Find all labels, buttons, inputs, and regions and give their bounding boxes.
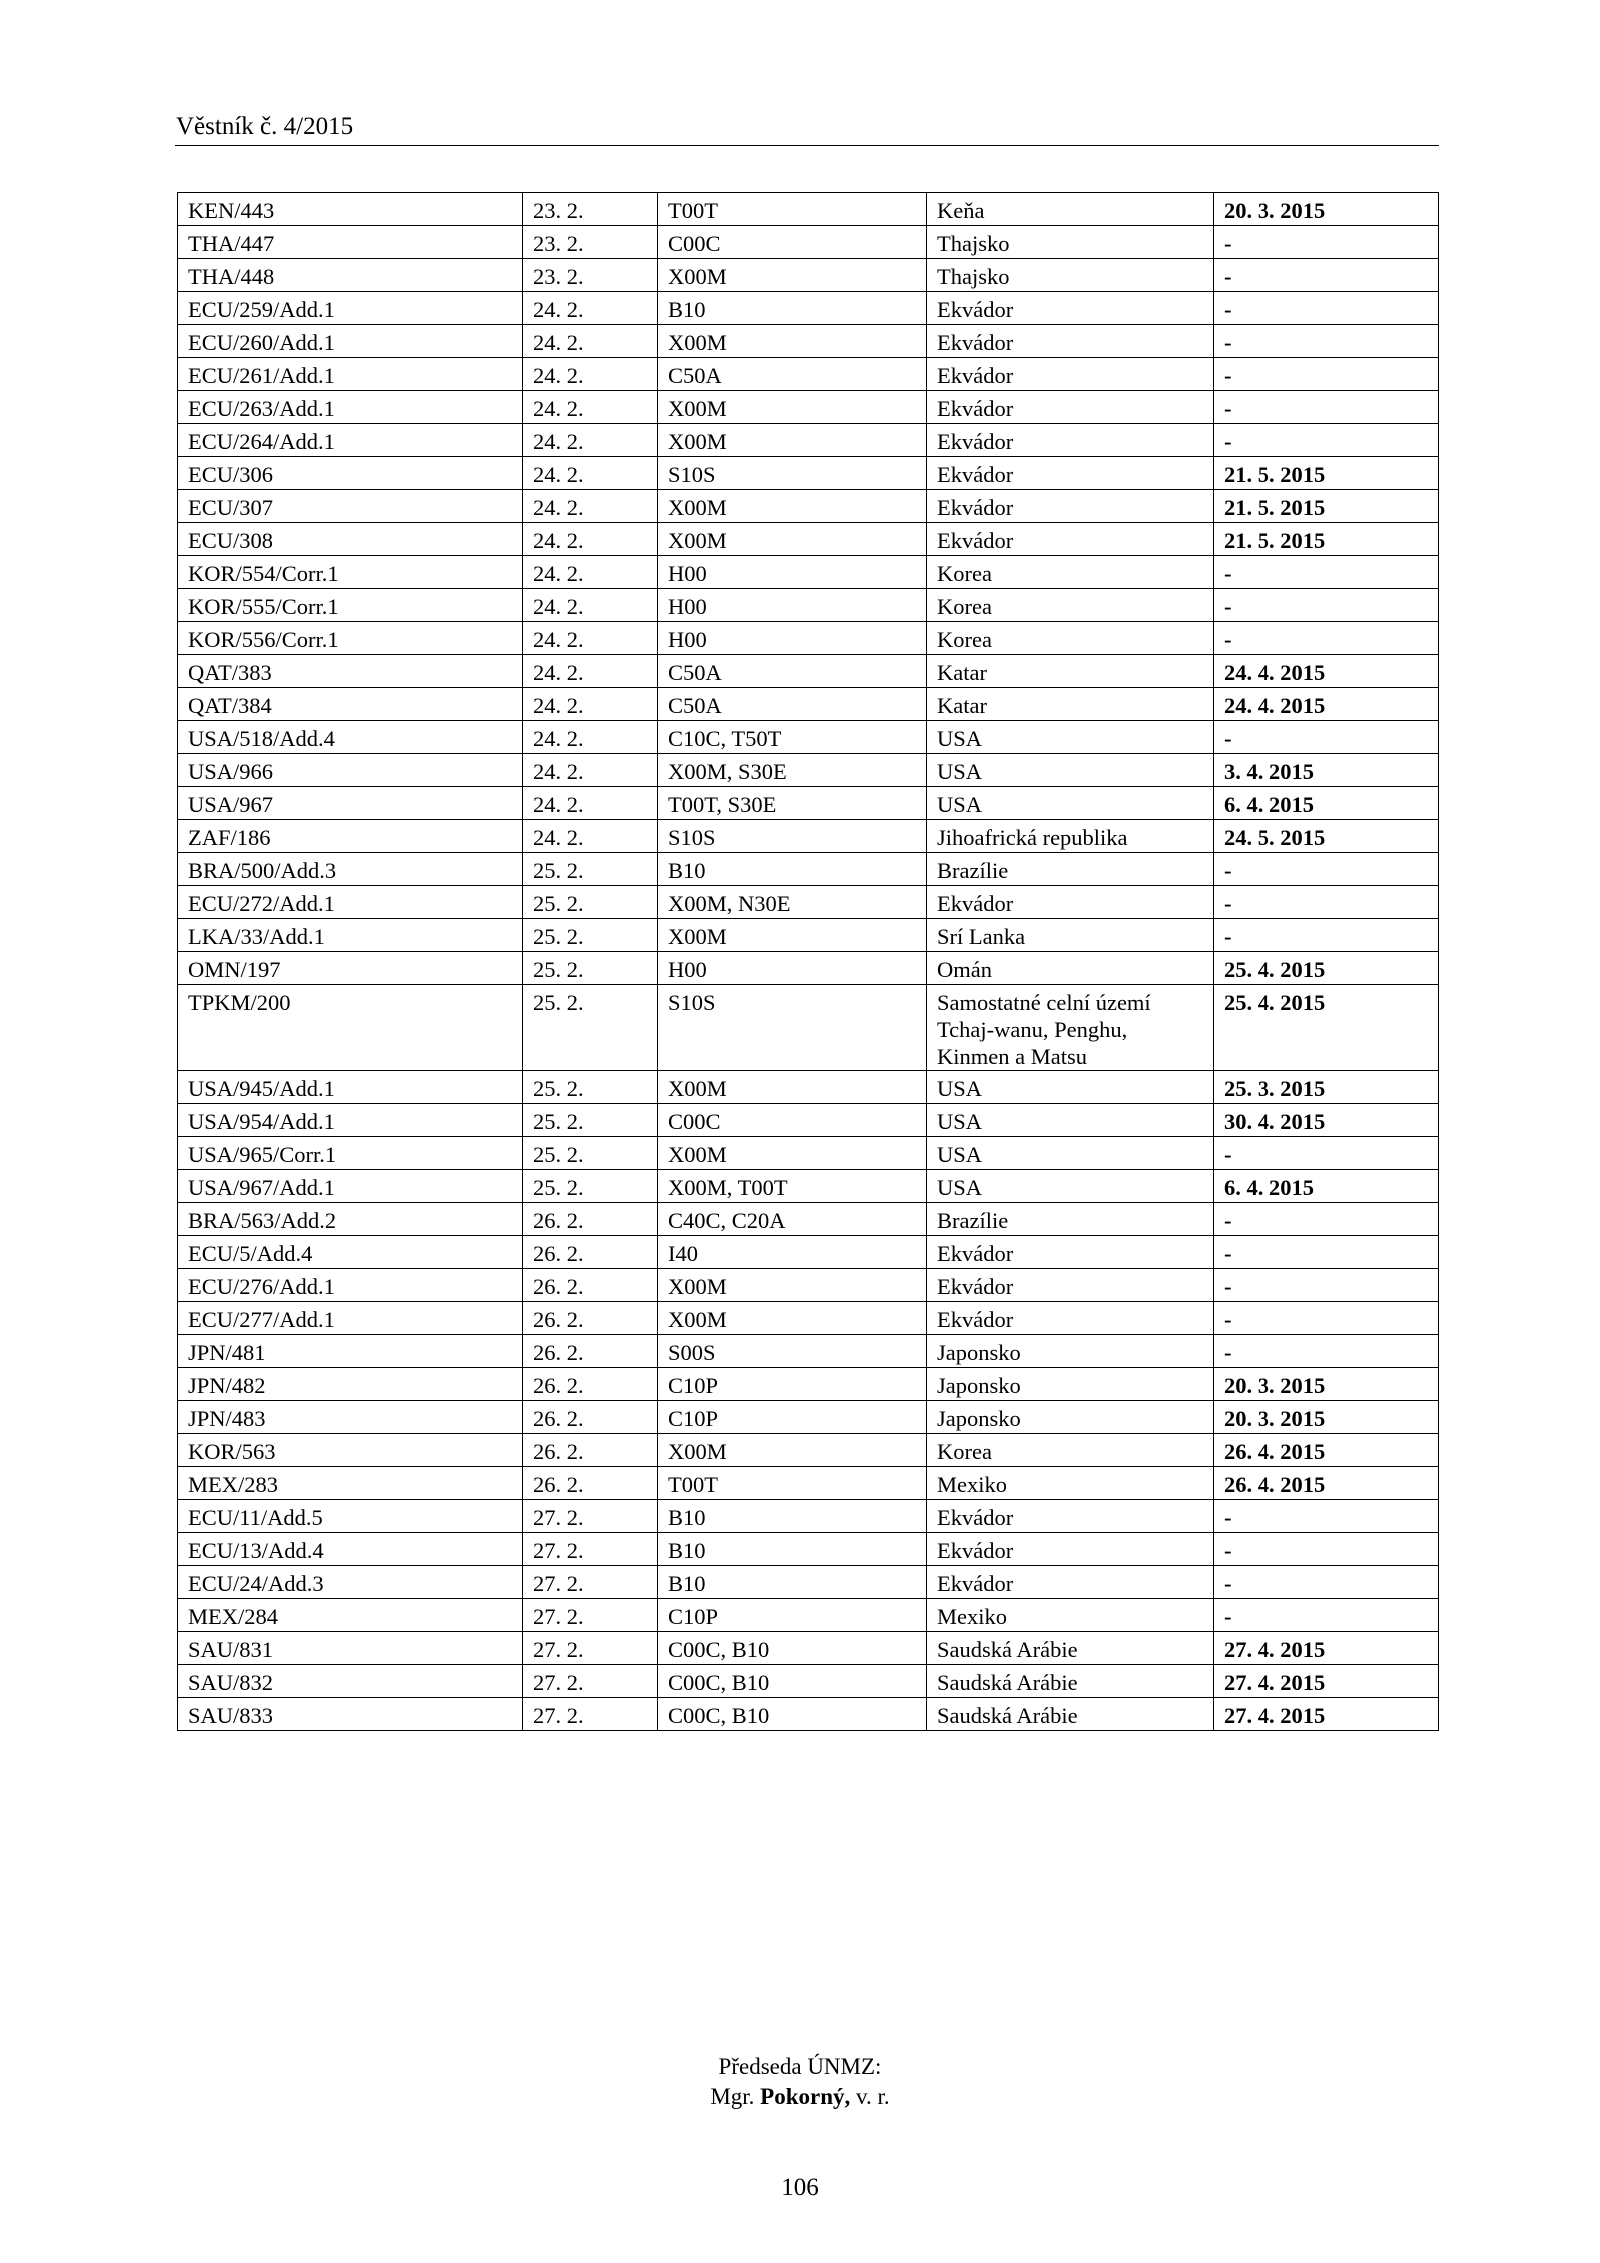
notification-date-cell: 25. 2. — [523, 1170, 658, 1203]
notification-symbol-cell: THA/448 — [178, 259, 523, 292]
notification-country-cell: Jihoafrická republika — [927, 820, 1214, 853]
notification-code-cell: X00M, N30E — [658, 886, 927, 919]
notification-code-cell: X00M — [658, 391, 927, 424]
notification-deadline-cell: - — [1214, 292, 1439, 325]
notification-country-cell: Ekvádor — [927, 1302, 1214, 1335]
notification-code-cell: S10S — [658, 820, 927, 853]
notification-country-cell: USA — [927, 1137, 1214, 1170]
table-row — [178, 556, 1439, 589]
notification-symbol-cell: ECU/24/Add.3 — [178, 1566, 523, 1599]
notification-symbol-cell: BRA/500/Add.3 — [178, 853, 523, 886]
notification-date-cell: 24. 2. — [523, 622, 658, 655]
notification-symbol-cell: ECU/307 — [178, 490, 523, 523]
notification-country-cell: Ekvádor — [927, 1533, 1214, 1566]
notification-symbol-cell: USA/965/Corr.1 — [178, 1137, 523, 1170]
notification-country-cell: Ekvádor — [927, 886, 1214, 919]
notification-symbol-cell: ECU/5/Add.4 — [178, 1236, 523, 1269]
notification-symbol-cell: ECU/272/Add.1 — [178, 886, 523, 919]
notification-country-cell: Saudská Arábie — [927, 1698, 1214, 1731]
table-row — [178, 1104, 1439, 1137]
notification-deadline-cell: - — [1214, 424, 1439, 457]
notification-deadline-cell: 30. 4. 2015 — [1214, 1104, 1439, 1137]
table-row — [178, 1632, 1439, 1665]
notification-symbol-cell: SAU/831 — [178, 1632, 523, 1665]
notification-date-cell: 25. 2. — [523, 1137, 658, 1170]
notification-date-cell: 26. 2. — [523, 1236, 658, 1269]
notification-country-cell: Ekvádor — [927, 523, 1214, 556]
notification-deadline-cell: 25. 3. 2015 — [1214, 1071, 1439, 1104]
table-row — [178, 820, 1439, 853]
notification-deadline-cell: - — [1214, 886, 1439, 919]
table-row — [178, 721, 1439, 754]
notification-country-cell: Saudská Arábie — [927, 1665, 1214, 1698]
notification-symbol-cell: OMN/197 — [178, 952, 523, 985]
notification-country-cell: Mexiko — [927, 1599, 1214, 1632]
notification-code-cell: C00C, B10 — [658, 1665, 927, 1698]
table-row — [178, 193, 1439, 226]
notification-code-cell: I40 — [658, 1236, 927, 1269]
notification-deadline-cell: - — [1214, 556, 1439, 589]
notification-symbol-cell: USA/967/Add.1 — [178, 1170, 523, 1203]
notification-date-cell: 23. 2. — [523, 226, 658, 259]
notification-code-cell: X00M — [658, 259, 927, 292]
notification-country-cell: Ekvádor — [927, 490, 1214, 523]
notification-deadline-cell: - — [1214, 226, 1439, 259]
table-row — [178, 1071, 1439, 1104]
notification-date-cell: 26. 2. — [523, 1401, 658, 1434]
notification-date-cell: 26. 2. — [523, 1434, 658, 1467]
table-row — [178, 1302, 1439, 1335]
notification-code-cell: C50A — [658, 655, 927, 688]
notification-deadline-cell: 27. 4. 2015 — [1214, 1632, 1439, 1665]
notification-symbol-cell: USA/945/Add.1 — [178, 1071, 523, 1104]
notification-code-cell: X00M — [658, 1302, 927, 1335]
notification-deadline-cell: 24. 4. 2015 — [1214, 688, 1439, 721]
notification-deadline-cell: 21. 5. 2015 — [1214, 457, 1439, 490]
notification-deadline-cell: 3. 4. 2015 — [1214, 754, 1439, 787]
notification-symbol-cell: JPN/481 — [178, 1335, 523, 1368]
notification-symbol-cell: KOR/556/Corr.1 — [178, 622, 523, 655]
notification-deadline-cell: - — [1214, 622, 1439, 655]
notification-deadline-cell: 6. 4. 2015 — [1214, 787, 1439, 820]
notification-deadline-cell: - — [1214, 1566, 1439, 1599]
notification-code-cell: C10P — [658, 1599, 927, 1632]
notification-country-cell: Srí Lanka — [927, 919, 1214, 952]
notification-symbol-cell: JPN/483 — [178, 1401, 523, 1434]
notification-date-cell: 25. 2. — [523, 1104, 658, 1137]
notification-symbol-cell: MEX/283 — [178, 1467, 523, 1500]
notification-symbol-cell: KOR/563 — [178, 1434, 523, 1467]
notification-symbol-cell: LKA/33/Add.1 — [178, 919, 523, 952]
notification-date-cell: 26. 2. — [523, 1368, 658, 1401]
notification-country-cell: Korea — [927, 556, 1214, 589]
table-row — [178, 853, 1439, 886]
table-row — [178, 688, 1439, 721]
notification-deadline-cell: - — [1214, 919, 1439, 952]
notification-deadline-cell: - — [1214, 1302, 1439, 1335]
notification-country-cell: Ekvádor — [927, 1269, 1214, 1302]
notification-code-cell: H00 — [658, 952, 927, 985]
notification-date-cell: 26. 2. — [523, 1302, 658, 1335]
notification-symbol-cell: SAU/833 — [178, 1698, 523, 1731]
notification-country-cell: Samostatné celní území Tchaj-wanu, Penghu, Kinmen a Matsu — [927, 985, 1214, 1071]
notification-date-cell: 24. 2. — [523, 457, 658, 490]
notification-country-cell: Keňa — [927, 193, 1214, 226]
notification-symbol-cell: ECU/277/Add.1 — [178, 1302, 523, 1335]
notification-code-cell: X00M — [658, 1137, 927, 1170]
notification-symbol-cell: ECU/276/Add.1 — [178, 1269, 523, 1302]
table-row — [178, 1401, 1439, 1434]
table-row — [178, 1269, 1439, 1302]
notification-country-cell: Thajsko — [927, 226, 1214, 259]
notification-date-cell: 24. 2. — [523, 325, 658, 358]
notification-country-cell: Ekvádor — [927, 457, 1214, 490]
notification-country-cell: Ekvádor — [927, 1566, 1214, 1599]
journal-title: Věstník č. 4/2015 — [176, 113, 354, 140]
notification-deadline-cell: 24. 4. 2015 — [1214, 655, 1439, 688]
notification-country-cell: Ekvádor — [927, 424, 1214, 457]
notification-code-cell: X00M — [658, 424, 927, 457]
notification-code-cell: C50A — [658, 688, 927, 721]
table-row — [178, 1368, 1439, 1401]
notification-deadline-cell: - — [1214, 358, 1439, 391]
notification-date-cell: 27. 2. — [523, 1698, 658, 1731]
notification-code-cell: C40C, C20A — [658, 1203, 927, 1236]
notifications-table-body — [178, 193, 1439, 1731]
notification-country-cell: Japonsko — [927, 1368, 1214, 1401]
notification-date-cell: 25. 2. — [523, 952, 658, 985]
notification-date-cell: 25. 2. — [523, 853, 658, 886]
notification-country-cell: Brazílie — [927, 853, 1214, 886]
notification-code-cell: X00M — [658, 1434, 927, 1467]
notification-code-cell: X00M — [658, 325, 927, 358]
signature-surname: Pokorný, — [760, 2084, 851, 2109]
notification-code-cell: C10P — [658, 1401, 927, 1434]
signature-title-prefix: Mgr. — [710, 2084, 755, 2109]
notification-symbol-cell: ECU/308 — [178, 523, 523, 556]
notification-symbol-cell: QAT/384 — [178, 688, 523, 721]
notification-date-cell: 27. 2. — [523, 1566, 658, 1599]
notification-symbol-cell: ECU/13/Add.4 — [178, 1533, 523, 1566]
notification-deadline-cell: - — [1214, 1137, 1439, 1170]
table-row — [178, 1137, 1439, 1170]
notification-date-cell: 24. 2. — [523, 688, 658, 721]
notification-date-cell: 26. 2. — [523, 1467, 658, 1500]
notification-symbol-cell: ECU/260/Add.1 — [178, 325, 523, 358]
table-row — [178, 424, 1439, 457]
notification-date-cell: 27. 2. — [523, 1599, 658, 1632]
notification-country-cell: USA — [927, 721, 1214, 754]
notification-date-cell: 24. 2. — [523, 754, 658, 787]
notification-deadline-cell: - — [1214, 259, 1439, 292]
notification-deadline-cell: 26. 4. 2015 — [1214, 1467, 1439, 1500]
notification-symbol-cell: ECU/264/Add.1 — [178, 424, 523, 457]
notification-deadline-cell: 20. 3. 2015 — [1214, 193, 1439, 226]
notification-symbol-cell: USA/966 — [178, 754, 523, 787]
notification-code-cell: S00S — [658, 1335, 927, 1368]
table-row — [178, 1236, 1439, 1269]
notification-date-cell: 24. 2. — [523, 424, 658, 457]
notification-symbol-cell: USA/954/Add.1 — [178, 1104, 523, 1137]
notification-date-cell: 24. 2. — [523, 820, 658, 853]
table-row — [178, 1467, 1439, 1500]
notification-country-cell: USA — [927, 1104, 1214, 1137]
notification-date-cell: 27. 2. — [523, 1500, 658, 1533]
notification-deadline-cell: 21. 5. 2015 — [1214, 523, 1439, 556]
signature-suffix: v. r. — [856, 2084, 890, 2109]
notifications-table — [177, 192, 1439, 1731]
table-row — [178, 1566, 1439, 1599]
notification-symbol-cell: ECU/261/Add.1 — [178, 358, 523, 391]
notification-code-cell: T00T — [658, 1467, 927, 1500]
notification-deadline-cell: - — [1214, 1203, 1439, 1236]
notification-country-cell: Ekvádor — [927, 292, 1214, 325]
notification-symbol-cell: KOR/554/Corr.1 — [178, 556, 523, 589]
notification-country-cell: Saudská Arábie — [927, 1632, 1214, 1665]
notification-symbol-cell: ECU/11/Add.5 — [178, 1500, 523, 1533]
notification-symbol-cell: BRA/563/Add.2 — [178, 1203, 523, 1236]
table-row — [178, 589, 1439, 622]
notification-country-cell: Korea — [927, 1434, 1214, 1467]
notification-symbol-cell: MEX/284 — [178, 1599, 523, 1632]
notification-code-cell: X00M — [658, 523, 927, 556]
table-row — [178, 490, 1439, 523]
table-row — [178, 919, 1439, 952]
notification-country-cell: Ekvádor — [927, 1236, 1214, 1269]
notification-country-cell: USA — [927, 754, 1214, 787]
table-row — [178, 325, 1439, 358]
notification-symbol-cell: TPKM/200 — [178, 985, 523, 1071]
notification-code-cell: C00C, B10 — [658, 1632, 927, 1665]
notification-country-cell: Japonsko — [927, 1335, 1214, 1368]
notification-deadline-cell: - — [1214, 1269, 1439, 1302]
page-number: 106 — [781, 2174, 819, 2201]
notification-deadline-cell: 21. 5. 2015 — [1214, 490, 1439, 523]
table-row — [178, 259, 1439, 292]
notification-code-cell: X00M, S30E — [658, 754, 927, 787]
notification-symbol-cell: ZAF/186 — [178, 820, 523, 853]
notification-country-cell: Japonsko — [927, 1401, 1214, 1434]
notification-country-cell: Thajsko — [927, 259, 1214, 292]
table-row — [178, 754, 1439, 787]
table-row — [178, 1665, 1439, 1698]
notification-date-cell: 24. 2. — [523, 523, 658, 556]
notification-deadline-cell: 20. 3. 2015 — [1214, 1368, 1439, 1401]
table-row — [178, 391, 1439, 424]
notification-date-cell: 24. 2. — [523, 292, 658, 325]
signature-name — [0, 2084, 1600, 2110]
table-row — [178, 457, 1439, 490]
notification-symbol-cell: THA/447 — [178, 226, 523, 259]
notification-country-cell: Ekvádor — [927, 1500, 1214, 1533]
notification-code-cell: X00M — [658, 919, 927, 952]
table-row — [178, 358, 1439, 391]
notification-code-cell: X00M — [658, 490, 927, 523]
notification-deadline-cell: - — [1214, 721, 1439, 754]
notification-symbol-cell: ECU/306 — [178, 457, 523, 490]
notification-date-cell: 26. 2. — [523, 1269, 658, 1302]
table-row — [178, 1335, 1439, 1368]
table-row — [178, 1599, 1439, 1632]
notification-code-cell: T00T, S30E — [658, 787, 927, 820]
notification-deadline-cell: 27. 4. 2015 — [1214, 1698, 1439, 1731]
table-row — [178, 886, 1439, 919]
notification-code-cell: C10C, T50T — [658, 721, 927, 754]
table-row — [178, 622, 1439, 655]
notification-code-cell: C00C, B10 — [658, 1698, 927, 1731]
notification-country-cell: USA — [927, 1071, 1214, 1104]
notification-country-cell: Korea — [927, 622, 1214, 655]
notification-code-cell: S10S — [658, 457, 927, 490]
notification-date-cell: 23. 2. — [523, 259, 658, 292]
notification-deadline-cell: 25. 4. 2015 — [1214, 952, 1439, 985]
notification-deadline-cell: - — [1214, 391, 1439, 424]
notification-code-cell: C00C — [658, 1104, 927, 1137]
notification-deadline-cell: - — [1214, 853, 1439, 886]
notification-country-cell: Korea — [927, 589, 1214, 622]
notification-country-cell: Ekvádor — [927, 391, 1214, 424]
table-row — [178, 523, 1439, 556]
notification-country-cell: Omán — [927, 952, 1214, 985]
page-header — [175, 112, 1439, 146]
table-row — [178, 1434, 1439, 1467]
notification-deadline-cell: - — [1214, 1533, 1439, 1566]
notification-date-cell: 24. 2. — [523, 787, 658, 820]
notification-code-cell: B10 — [658, 292, 927, 325]
notification-symbol-cell: QAT/383 — [178, 655, 523, 688]
notification-date-cell: 24. 2. — [523, 490, 658, 523]
notification-deadline-cell: - — [1214, 1500, 1439, 1533]
notification-country-cell: USA — [927, 1170, 1214, 1203]
notification-code-cell: B10 — [658, 1566, 927, 1599]
notification-country-cell: Mexiko — [927, 1467, 1214, 1500]
notification-symbol-cell: ECU/259/Add.1 — [178, 292, 523, 325]
notification-deadline-cell: 6. 4. 2015 — [1214, 1170, 1439, 1203]
notification-symbol-cell: USA/967 — [178, 787, 523, 820]
notification-deadline-cell: - — [1214, 589, 1439, 622]
notification-country-cell: Ekvádor — [927, 325, 1214, 358]
notification-date-cell: 23. 2. — [523, 193, 658, 226]
notification-date-cell: 27. 2. — [523, 1665, 658, 1698]
notification-code-cell: B10 — [658, 1500, 927, 1533]
table-row — [178, 787, 1439, 820]
notification-deadline-cell: 25. 4. 2015 — [1214, 985, 1439, 1071]
notification-symbol-cell: USA/518/Add.4 — [178, 721, 523, 754]
table-row — [178, 1170, 1439, 1203]
notification-symbol-cell: ECU/263/Add.1 — [178, 391, 523, 424]
notification-date-cell: 24. 2. — [523, 721, 658, 754]
notification-country-cell: Brazílie — [927, 1203, 1214, 1236]
notification-country-cell: Katar — [927, 655, 1214, 688]
table-row — [178, 1698, 1439, 1731]
notification-code-cell: S10S — [658, 985, 927, 1071]
notification-date-cell: 25. 2. — [523, 919, 658, 952]
notification-symbol-cell: KOR/555/Corr.1 — [178, 589, 523, 622]
notification-code-cell: C50A — [658, 358, 927, 391]
notification-deadline-cell: 27. 4. 2015 — [1214, 1665, 1439, 1698]
notification-date-cell: 27. 2. — [523, 1533, 658, 1566]
notification-code-cell: X00M — [658, 1071, 927, 1104]
notification-country-cell: USA — [927, 787, 1214, 820]
notification-deadline-cell: - — [1214, 325, 1439, 358]
notification-code-cell: C10P — [658, 1368, 927, 1401]
notification-date-cell: 24. 2. — [523, 556, 658, 589]
notification-date-cell: 24. 2. — [523, 391, 658, 424]
notification-code-cell: B10 — [658, 853, 927, 886]
notification-date-cell: 24. 2. — [523, 358, 658, 391]
notification-code-cell: H00 — [658, 622, 927, 655]
notification-code-cell: B10 — [658, 1533, 927, 1566]
notification-country-cell: Ekvádor — [927, 358, 1214, 391]
notification-code-cell: C00C — [658, 226, 927, 259]
notification-code-cell: X00M — [658, 1269, 927, 1302]
notification-symbol-cell: JPN/482 — [178, 1368, 523, 1401]
notification-date-cell: 24. 2. — [523, 655, 658, 688]
notification-deadline-cell: 24. 5. 2015 — [1214, 820, 1439, 853]
table-row — [178, 1203, 1439, 1236]
notification-deadline-cell: 20. 3. 2015 — [1214, 1401, 1439, 1434]
notification-code-cell: H00 — [658, 556, 927, 589]
signature-role: Předseda ÚNMZ: — [718, 2054, 882, 2079]
table-row — [178, 226, 1439, 259]
notification-date-cell: 25. 2. — [523, 985, 658, 1071]
notification-deadline-cell: 26. 4. 2015 — [1214, 1434, 1439, 1467]
table-row — [178, 952, 1439, 985]
table-row — [178, 985, 1439, 1071]
notification-date-cell: 25. 2. — [523, 886, 658, 919]
notification-date-cell: 26. 2. — [523, 1203, 658, 1236]
notification-symbol-cell: SAU/832 — [178, 1665, 523, 1698]
table-row — [178, 655, 1439, 688]
notification-code-cell: H00 — [658, 589, 927, 622]
notification-code-cell: T00T — [658, 193, 927, 226]
notification-deadline-cell: - — [1214, 1335, 1439, 1368]
table-row — [178, 1500, 1439, 1533]
notification-date-cell: 27. 2. — [523, 1632, 658, 1665]
notification-country-cell: Katar — [927, 688, 1214, 721]
notification-deadline-cell: - — [1214, 1599, 1439, 1632]
notification-code-cell: X00M, T00T — [658, 1170, 927, 1203]
table-row — [178, 292, 1439, 325]
table-row — [178, 1533, 1439, 1566]
notification-deadline-cell: - — [1214, 1236, 1439, 1269]
notification-symbol-cell: KEN/443 — [178, 193, 523, 226]
notification-date-cell: 25. 2. — [523, 1071, 658, 1104]
notification-date-cell: 26. 2. — [523, 1335, 658, 1368]
notification-date-cell: 24. 2. — [523, 589, 658, 622]
